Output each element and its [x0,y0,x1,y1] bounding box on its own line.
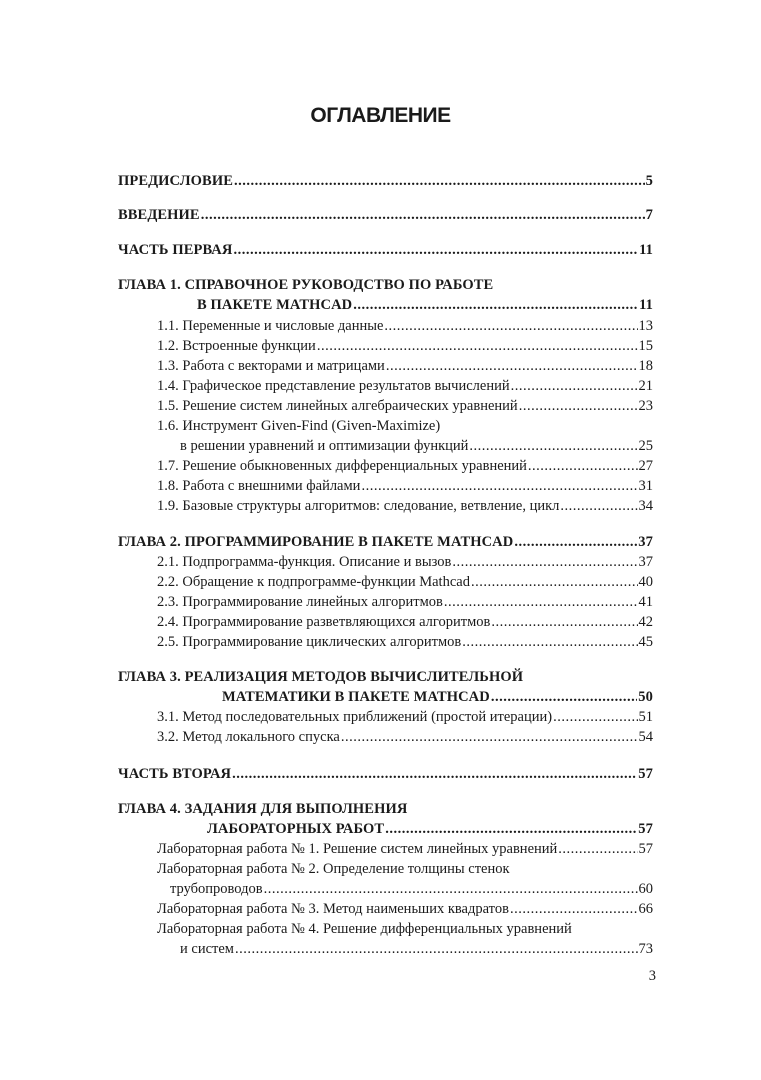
dot-leader [452,552,637,572]
toc-entry-label: 1.2. Встроенные функции [157,338,316,354]
page-number: 3 [648,968,656,984]
toc-entry-1-7[interactable] [157,456,653,476]
toc-page-number: 11 [639,242,653,258]
toc-page-number: 60 [638,881,653,897]
dot-leader [519,396,638,416]
dot-leader [384,316,637,336]
dot-leader [341,727,638,747]
toc-chapter-4-heading[interactable]: ГЛАВА 4. ЗАДАНИЯ ДЛЯ ВЫПОЛНЕНИЯ [118,801,408,817]
toc-entry-label: В ПАКЕТЕ MATHCAD [197,297,353,313]
toc-chapter-1-heading[interactable]: ГЛАВА 1. СПРАВОЧНОЕ РУКОВОДСТВО ПО РАБОТЕ [118,277,494,293]
toc-entry-chapter-4[interactable] [207,819,653,839]
dot-leader [201,205,645,225]
toc-entry-label: ГЛАВА 2. ПРОГРАММИРОВАНИЕ В ПАКЕТЕ MATHCAD [118,534,514,550]
toc-page-number: 51 [638,709,653,725]
toc-page-number: 5 [645,173,653,189]
toc-page-number: 45 [638,634,653,650]
toc-entry-2-1[interactable] [157,552,653,572]
dot-leader [469,436,637,456]
dot-leader [514,532,637,552]
toc-entry-lab-4[interactable] [180,939,653,959]
toc-entry-1-8[interactable] [157,476,653,496]
toc-entry-1-3[interactable] [157,356,653,376]
toc-chapter-3-heading[interactable]: ГЛАВА 3. РЕАЛИЗАЦИЯ МЕТОДОВ ВЫЧИСЛИТЕЛЬНОЙ [118,669,524,685]
toc-entry-1-1[interactable] [157,316,653,336]
toc-entry-label: 2.4. Программирование разветвляющихся алгоритмов [157,614,491,630]
toc-entry-label: Лабораторная работа № 3. Метод наименьших квадратов [157,901,509,917]
toc-page-number: 57 [638,766,653,782]
toc-entry-label: и систем [180,941,234,957]
toc-entry-2-4[interactable] [157,612,653,632]
toc-entry-label: ЛАБОРАТОРНЫХ РАБОТ [207,821,385,837]
toc-entry-lab-1[interactable] [157,839,653,859]
toc-entry-label: Лабораторная работа № 1. Решение систем линейных уравнений [157,841,558,857]
toc-entry-1-6-heading[interactable]: 1.6. Инструмент Given-Find (Given-Maximize) [157,418,441,434]
dot-leader [235,939,638,959]
dot-leader [491,687,637,707]
dot-leader [558,839,637,859]
toc-page-number: 73 [638,941,653,957]
toc-entry-3-1[interactable] [157,707,653,727]
toc-entry-label: ВВЕДЕНИЕ [118,207,200,223]
dot-leader [361,476,637,496]
toc-entry-label: 1.3. Работа с векторами и матрицами [157,358,385,374]
toc-entry-label: трубопроводов [170,881,263,897]
toc-page-number: 13 [638,318,653,334]
dot-leader [444,592,638,612]
toc-entry-label: 1.4. Графическое представление результатов вычислений [157,378,510,394]
toc-entry-chapter-1[interactable] [197,295,653,315]
dot-leader [462,632,637,652]
toc-entry-lab-4-heading[interactable]: Лабораторная работа № 4. Решение дифференциальных уравнений [157,921,572,937]
toc-entry-1-6[interactable] [180,436,653,456]
toc-entry-label: 2.3. Программирование линейных алгоритмов [157,594,443,610]
toc-entry-intro[interactable] [118,205,653,225]
dot-leader [471,572,638,592]
toc-page-number: 37 [638,554,653,570]
dot-leader [233,240,638,260]
dot-leader [317,336,638,356]
dot-leader [264,879,638,899]
toc-entry-chapter-2[interactable] [118,532,653,552]
toc-page-number: 7 [645,207,653,223]
page-title: ОГЛАВЛЕНИЕ [310,104,451,127]
toc-entry-lab-3[interactable] [157,899,653,919]
toc-entry-1-4[interactable] [157,376,653,396]
toc-entry-part-two[interactable] [118,764,653,784]
toc-entry-label: в решении уравнений и оптимизации функций [180,438,469,454]
dot-leader [232,764,637,784]
toc-entry-label: МАТЕМАТИКИ В ПАКЕТЕ MATHCAD [222,689,490,705]
toc-page-number: 31 [638,478,653,494]
toc-page-number: 66 [638,901,653,917]
toc-entry-label: 2.5. Программирование циклических алгоритмов [157,634,462,650]
toc-page-number: 27 [638,458,653,474]
dot-leader [511,376,638,396]
toc-page-number: 37 [638,534,653,550]
toc-page-number: 25 [638,438,653,454]
dot-leader [353,295,638,315]
toc-entry-part-one[interactable] [118,240,653,260]
dot-leader [510,899,638,919]
toc-page-number: 57 [638,841,653,857]
toc-entry-label: 2.2. Обращение к подпрограмме-функции Mathcad [157,574,470,590]
toc-entry-label: 1.5. Решение систем линейных алгебраических уравнений [157,398,518,414]
toc-page-number: 50 [638,689,653,705]
toc-page-number: 11 [639,297,653,313]
dot-leader [491,612,637,632]
toc-page-number: 34 [638,498,653,514]
toc-entry-label: ЧАСТЬ ВТОРАЯ [118,766,232,782]
dot-leader [385,819,637,839]
toc-entry-label: ЧАСТЬ ПЕРВАЯ [118,242,233,258]
toc-entry-preface[interactable] [118,171,653,191]
toc-entry-label: 1.1. Переменные и числовые данные [157,318,384,334]
toc-entry-label: 3.2. Метод локального спуска [157,729,340,745]
toc-page-number: 23 [638,398,653,414]
toc-entry-2-5[interactable] [157,632,653,652]
toc-page-number: 42 [638,614,653,630]
toc-page-number: 21 [638,378,653,394]
toc-entry-lab-2-heading[interactable]: Лабораторная работа № 2. Определение толщины стенок [157,861,510,877]
toc-entry-1-5[interactable] [157,396,653,416]
toc-entry-2-3[interactable] [157,592,653,612]
toc-entry-3-2[interactable] [157,727,653,747]
toc-entry-label: 1.9. Базовые структуры алгоритмов: следование, ветвление, цикл [157,498,560,514]
toc-page-number: 40 [638,574,653,590]
dot-leader [234,171,645,191]
toc-entry-label: ПРЕДИСЛОВИЕ [118,173,233,189]
dot-leader [553,707,637,727]
dot-leader [386,356,638,376]
toc-page-number: 41 [638,594,653,610]
toc-entry-chapter-3[interactable] [222,687,653,707]
toc-entry-lab-2[interactable] [170,879,653,899]
toc-entry-label: 1.7. Решение обыкновенных дифференциальных уравнений [157,458,527,474]
toc-entry-label: 1.8. Работа с внешними файлами [157,478,361,494]
dot-leader [560,496,637,516]
toc-entry-2-2[interactable] [157,572,653,592]
toc-entry-label: 2.1. Подпрограмма-функция. Описание и вызов [157,554,452,570]
toc-page-number: 15 [638,338,653,354]
toc-page-number: 18 [638,358,653,374]
toc-entry-1-2[interactable] [157,336,653,356]
toc-entry-label: 3.1. Метод последовательных приближений (простой итерации) [157,709,553,725]
toc-page-number: 57 [638,821,653,837]
toc-page-number: 54 [638,729,653,745]
toc-entry-1-9[interactable] [157,496,653,516]
dot-leader [528,456,638,476]
